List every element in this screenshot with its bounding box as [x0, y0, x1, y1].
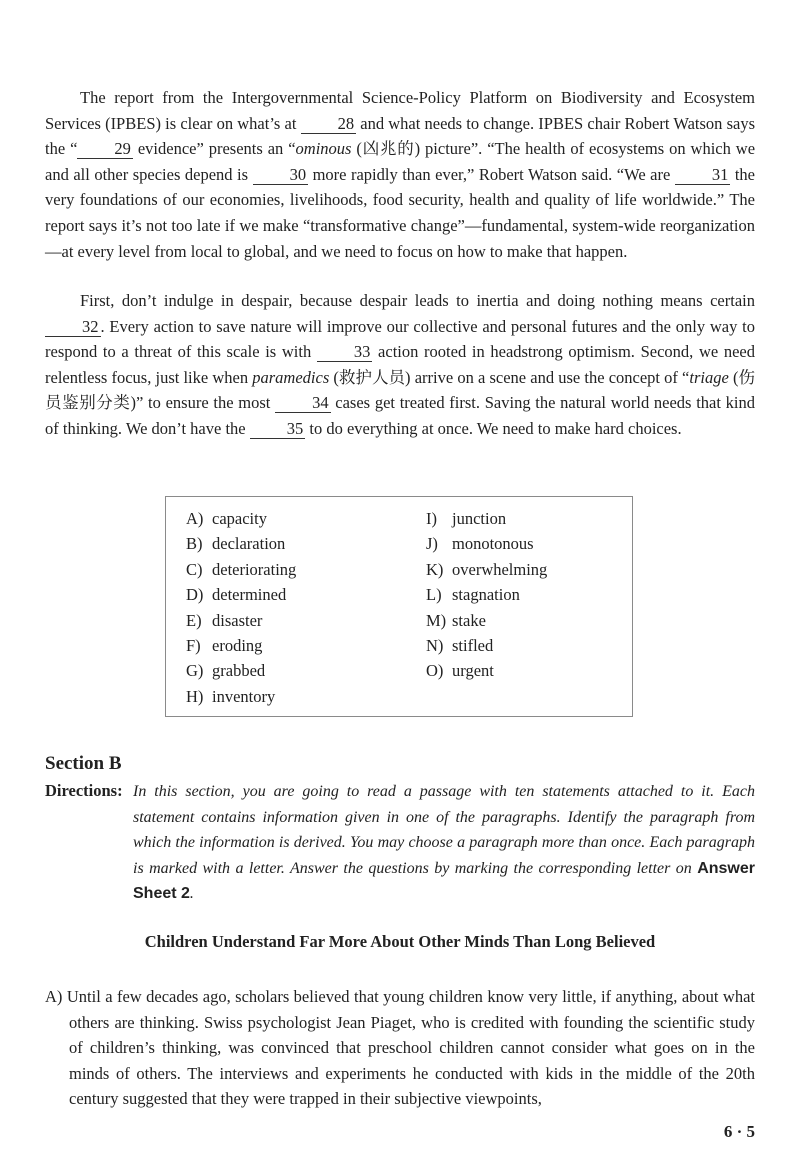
passage-title: Children Understand Far More About Other Minds Than Long Believed — [144, 932, 656, 951]
paragraph-a-letter: A) — [45, 987, 63, 1006]
gloss-paramedics: (救护人员) — [333, 367, 411, 387]
option-f: F) eroding — [186, 635, 263, 655]
option-b: B) declaration — [186, 534, 286, 554]
blank-30: 30 — [253, 166, 309, 185]
option-j: J) monotonous — [426, 534, 534, 554]
option-a: A) capacity — [186, 509, 267, 528]
option-k: K) overwhelming — [426, 559, 548, 579]
directions-label: Directions: — [45, 781, 123, 800]
option-i: I) junction — [426, 509, 507, 528]
blank-34: 34 — [275, 394, 331, 413]
section-b-title: Section B — [45, 753, 122, 774]
blank-32: 32 — [45, 318, 101, 337]
blank-28: 28 — [301, 115, 357, 134]
option-m: M) stake — [426, 610, 486, 630]
option-h: H) inventory — [186, 686, 276, 706]
page-number: 6 · 5 — [723, 1122, 755, 1141]
option-l: L) stagnation — [426, 585, 520, 605]
option-g: G) grabbed — [186, 661, 266, 681]
p1-text-5: more rapidly than ever,” Robert Watson said. “We are — [308, 164, 675, 184]
p2-text-2: . Every action to save nature will improve our collective and personal futures and the only way to respond to a threat of this scale is with — [45, 316, 755, 362]
blank-33: 33 — [317, 343, 373, 362]
blank-31: 31 — [675, 166, 731, 185]
p1-text-4: picture”. “The health of ecosystems on which we and all other species depend is — [45, 139, 756, 184]
word-ominous: ominous — [295, 139, 352, 159]
blank-29: 29 — [77, 140, 133, 159]
option-e: E) disaster — [186, 610, 263, 630]
p1-text-1: The report from the Intergovernmental Science-Policy Platform on Biodiversity and Ecosystem Services (IPBES) is clear on what’s at — [45, 88, 755, 133]
option-n: N) stifled — [426, 635, 494, 655]
gloss-triage: (伤员鉴别分类) — [45, 367, 755, 413]
p1-text-2: and what needs to change. IPBES chair Robert Watson says the “ — [45, 113, 755, 159]
word-triage: triage — [689, 367, 729, 387]
option-d: D) determined — [186, 585, 287, 605]
word-bank-column-2 — [426, 506, 547, 684]
option-o: O) urgent — [426, 661, 494, 681]
cloze-paragraph-1 — [45, 85, 755, 264]
word-paramedics: paramedics — [252, 367, 330, 387]
blank-35: 35 — [250, 420, 306, 439]
word-bank-column-1 — [186, 506, 296, 709]
gloss-ominous: (凶兆的) — [356, 139, 421, 159]
paragraph-a-text: Until a few decades ago, scholars believed that young children know very little, if anything, about what others are thinking. Swiss psychologist Jean Piaget, who is credited with founding the scientific study of children’s thinking, was convinced that preschool children cannot consider what goes on in the minds of others. The interviews and experiments he conducted with kids in the middle of the 20th century suggested that they were trapped in their subjective viewpoints, — [62, 987, 755, 1109]
p2-text-7: to do everything at once. We need to make hard choices. — [305, 418, 682, 438]
cloze-paragraph-2 — [45, 288, 755, 442]
p2-text-3: action rooted in headstrong optimism. Second, we need relentless focus, just like when — [45, 342, 755, 387]
p2-text-6: cases get treated first. Saving the natural world needs that kind of thinking. We don’t have the — [45, 393, 756, 438]
paragraph-a — [45, 984, 755, 1112]
word-bank — [165, 496, 633, 717]
option-c: C) deteriorating — [186, 559, 297, 579]
p1-text-6: the very foundations of our economies, livelihoods, food security, health and quality of life worldwide.” The report says it’s not too late if we make “transformative change”—fundamental, system-wide reorganization—at every level from local to global, and we need to focus on how to make that happen. — [45, 164, 755, 261]
answer-sheet-label: Answer Sheet 2 — [133, 859, 755, 903]
p1-text-3: evidence” presents an “ — [132, 139, 296, 159]
directions-text: In this section, you are going to read a passage with ten statements attached to it. Each statement contains information given in one of the paragraphs. Identify the paragraph from which the information is derived. You may choose a paragraph more than once. Each paragraph is marked with a letter. Answer the questions by marking the corresponding letter on Answer Sheet 2. — [133, 783, 755, 903]
p2-text-4: arrive on a scene and use the concept of “ — [410, 367, 690, 387]
p2-text-5: ” to ensure the most — [135, 393, 276, 413]
p2-text-1: First, don’t indulge in despair, because despair leads to inertia and doing nothing means certain — [80, 291, 755, 310]
